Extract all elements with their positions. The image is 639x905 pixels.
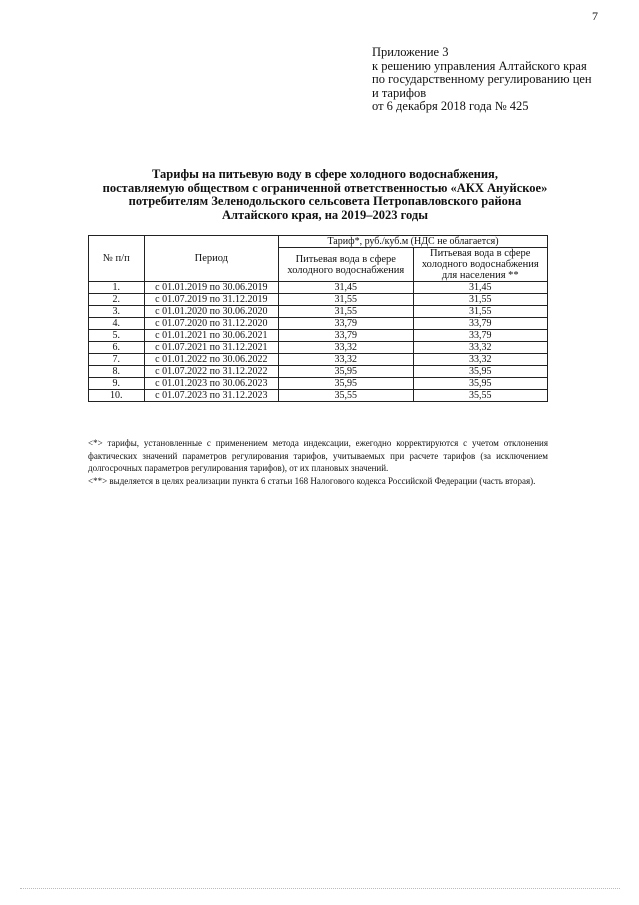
row-period: с 01.01.2022 по 30.06.2022 (144, 354, 278, 366)
appendix-line: от 6 декабря 2018 года № 425 (372, 99, 529, 113)
row-tariff-population: 31,55 (413, 306, 548, 318)
row-period: с 01.07.2021 по 31.12.2021 (144, 342, 278, 354)
title-line: поставляемую обществом с ограниченной ответственностью «АКХ Ануйское» (102, 180, 548, 195)
row-tariff-population: 33,32 (413, 354, 548, 366)
table-row (89, 390, 548, 402)
page-bottom-rule (20, 888, 620, 889)
row-tariff: 33,32 (279, 342, 413, 354)
row-tariff: 35,95 (279, 366, 413, 378)
table-row (89, 342, 548, 354)
header-number: № п/п (89, 236, 145, 282)
row-period: с 01.07.2019 по 31.12.2019 (144, 294, 278, 306)
table-row (89, 366, 548, 378)
row-tariff: 31,45 (279, 282, 413, 294)
row-number: 8. (89, 366, 145, 378)
row-tariff: 33,79 (279, 330, 413, 342)
row-number: 4. (89, 318, 145, 330)
row-tariff: 35,55 (279, 390, 413, 402)
row-period: с 01.01.2019 по 30.06.2019 (144, 282, 278, 294)
row-period: с 01.01.2021 по 30.06.2021 (144, 330, 278, 342)
row-period: с 01.01.2023 по 30.06.2023 (144, 378, 278, 390)
row-tariff-population: 31,45 (413, 282, 548, 294)
row-tariff-population: 35,95 (413, 366, 548, 378)
title-line: Тарифы на питьевую воду в сфере холодного водоснабжения, (152, 167, 498, 181)
table-row (89, 282, 548, 294)
row-period: с 01.07.2020 по 31.12.2020 (144, 318, 278, 330)
row-tariff: 35,95 (279, 378, 413, 390)
header-drinking-water-population: Питьевая вода в сфере холодного водоснабжения для населения ** (413, 248, 548, 282)
appendix-block (372, 46, 622, 114)
footnote-indexation: <*> тарифы, установленные с применением метода индексации, ежегодно корректируются с учетом отклонения фактических значений параметров регулирования тарифов, учитываемых при расчете тарифов (за исключением долгосрочных параметров регулирования тарифов), от их плановых значений. (88, 438, 548, 473)
row-tariff-population: 35,55 (413, 390, 548, 402)
row-tariff-population: 33,79 (413, 318, 548, 330)
tariff-table (88, 235, 548, 402)
header-drinking-water: Питьевая вода в сфере холодного водоснабжения (279, 248, 413, 282)
page-number: 7 (592, 9, 598, 23)
row-number: 6. (89, 342, 145, 354)
appendix-line: к решению управления Алтайского края (372, 58, 587, 73)
header-tariff: Тариф*, руб./куб.м (НДС не облагается) (279, 236, 548, 248)
row-period: с 01.01.2020 по 30.06.2020 (144, 306, 278, 318)
row-tariff: 33,32 (279, 354, 413, 366)
row-number: 7. (89, 354, 145, 366)
title-line: потребителям Зеленодольского сельсовета Петропавловского района (128, 194, 522, 208)
title-line: Алтайского края, на 2019–2023 годы (221, 207, 429, 222)
table-row (89, 330, 548, 342)
row-number: 2. (89, 294, 145, 306)
footnote-vat: <**> выделяется в целях реализации пункта 6 статьи 168 Налогового кодекса Российской Федерации (часть вторая). (88, 475, 536, 486)
appendix-line: по государственному регулированию цен (372, 72, 592, 86)
document-title (100, 168, 550, 222)
header-period: Период (144, 236, 278, 282)
row-tariff: 33,79 (279, 318, 413, 330)
table-row (89, 354, 548, 366)
footnotes (88, 437, 548, 487)
row-period: с 01.07.2022 по 31.12.2022 (144, 366, 278, 378)
table-row (89, 294, 548, 306)
row-tariff-population: 33,32 (413, 342, 548, 354)
row-tariff: 31,55 (279, 306, 413, 318)
table-row (89, 306, 548, 318)
row-tariff-population: 35,95 (413, 378, 548, 390)
row-period: с 01.07.2023 по 31.12.2023 (144, 390, 278, 402)
table-row (89, 318, 548, 330)
row-number: 5. (89, 330, 145, 342)
appendix-line: Приложение 3 (372, 45, 449, 59)
row-number: 1. (89, 282, 145, 294)
table-row (89, 378, 548, 390)
row-tariff: 31,55 (279, 294, 413, 306)
row-number: 3. (89, 306, 145, 318)
row-tariff-population: 33,79 (413, 330, 548, 342)
row-number: 9. (89, 378, 145, 390)
row-tariff-population: 31,55 (413, 294, 548, 306)
appendix-line: и тарифов (372, 85, 427, 100)
row-number: 10. (89, 390, 145, 402)
